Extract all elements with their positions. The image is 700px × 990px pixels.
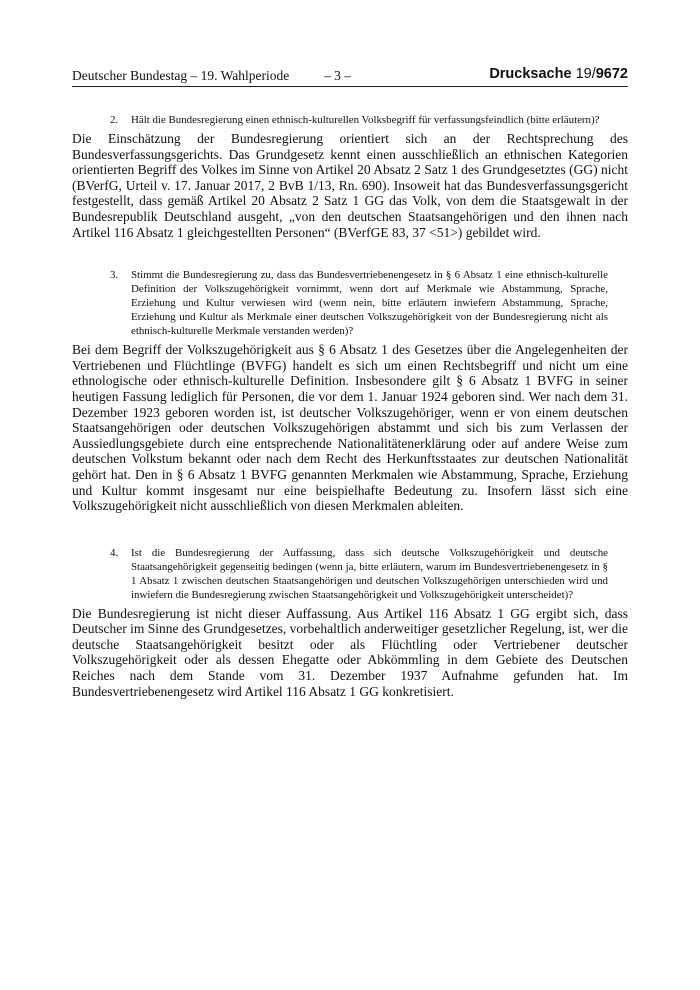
header-rule	[72, 86, 628, 87]
page-number: – 3 –	[324, 68, 351, 83]
question-number: 4.	[110, 546, 119, 559]
document-number	[489, 66, 628, 82]
document-number-prefix: 19/	[575, 66, 596, 82]
answer-3: Bei dem Begriff der Volkszugehörigkeit aus § 6 Absatz 1 des Gesetzes über die Angelegenheiten der Vertriebenen und Flüchtlinge (BVFG) handelt es sich um einen Rechtsbegriff und nicht um eine ethnologische oder ethnisch-kulturelle Definition. Insbesondere gilt § 6 Absatz 1 BVFG in seiner heutigen Fassung lediglich für Personen, die vor dem 1. Januar 1924 geboren sind. Wer nach dem 31. Dezember 1923 geboren worden ist, ist deutscher Volkszugehöriger, wenn er von einem deutschen Staatsangehörigen oder deutschen Volkszugehörigen abstammt und sich bis zum Verlassen der Aussiedlungsgebiete durch eine entsprechende Nationalitätenerklärung oder auf andere Weise zum deutschen Volkstum bekannt oder nach dem Recht des Herkunftsstaates zur deutschen Nationalität gehört hat. Den in § 6 Absatz 1 BVFG genannten Merkmalen wie Abstammung, Sprache, Erziehung und Kultur kommt insgesamt nur eine beispielhafte Bedeutung zu. Insofern lässt sich eine Volkszugehörigkeit nicht ausschließlich von diesen Merkmalen ableiten.	[72, 342, 628, 514]
answer-2: Die Einschätzung der Bundesregierung orientiert sich an der Rechtsprechung des Bundesverfassungsgerichts. Das Grundgesetz kennt einen ausschließlich an ethnischen Kategorien orientierten Begriff des Volkes im Sinne von Artikel 20 Absatz 2 Satz 1 des Grundgesetztes (GG) nicht (BVerfG, Urteil v. 17. Januar 2017, 2 BvB 1/13, Rn. 690). Insoweit hat das Bundesverfassungsgericht festgestellt, dass gemäß Artikel 20 Absatz 2 Satz 1 GG das Volk, von dem die Staatsgewalt in der Bundesrepublik Deutschland ausgeht, „von den deutschen Staatsangehörigen und den ihnen nach Artikel 116 Absatz 1 gleichgestellten Personen“ (BVerfGE 83, 37 <51>) gebildet wird.	[72, 131, 628, 240]
question-number: 3.	[110, 269, 119, 282]
page-header	[72, 66, 628, 86]
question-2	[72, 113, 628, 127]
question-text: Stimmt die Bundesregierung zu, dass das Bundesvertriebenengesetz in § 6 Absatz 1 eine ethnisch-kulturelle Definition der Volkszugehörigkeit vornimmt, wenn dort auf Merkmale wie Abstammung, Sprache, Erziehung und Kultur verwiesen wird (wenn nein, bitte erläutern inwiefern Abstammung, Sprache, Erziehung und Kultur als Merkmale einer deutschen Volkszugehörigkeit von der Bundesregierung nicht als ethnisch-kulturelle Merkmale verstanden werden)?	[131, 269, 608, 338]
answer-4: Die Bundesregierung ist nicht dieser Auffassung. Aus Artikel 116 Absatz 1 GG ergibt sich, dass Deutscher im Sinne des Grundgesetzes, vorbehaltlich anderweitiger gesetzlicher Regelung, ist, wer die deutsche Staatsangehörigkeit besitzt oder als Flüchtling oder Vertriebener deutscher Volkszugehörigkeit oder als dessen Ehegatte oder Abkömmling in dem Gebiete des Deutschen Reiches nach dem Stande vom 31. Dezember 1937 Aufnahme gefunden hat. Im Bundesvertriebenengesetz wird Artikel 116 Absatz 1 GG konkretisiert.	[72, 605, 628, 699]
question-3	[72, 268, 628, 338]
header-parliament: Deutscher Bundestag – 19. Wahlperiode	[72, 68, 290, 83]
document-number-main: 9672	[595, 66, 628, 82]
document-label: Drucksache	[489, 66, 572, 82]
question-4	[72, 546, 628, 602]
question-number: 2.	[110, 114, 119, 126]
page-body	[72, 113, 628, 699]
question-text: Ist die Bundesregierung der Auffassung, dass sich deutsche Volkszugehörigkeit und deutsche Staatsangehörigkeit gegenseitig bedingen (wenn ja, bitte erläutern, warum im Bundesvertriebenengesetz in § 1 Absatz 1 zwischen deutschen Staatsangehörigen und deutschen Volkszugehörigen unterschieden wird und inwiefern die Bundesregierung zwischen Staatsangehörigkeit und Volkszugehörigkeit unterscheidet)?	[131, 546, 608, 601]
question-text: Hält die Bundesregierung einen ethnisch-kulturellen Volksbegriff für verfassungsfeindlich (bitte erläutern)?	[131, 114, 600, 126]
